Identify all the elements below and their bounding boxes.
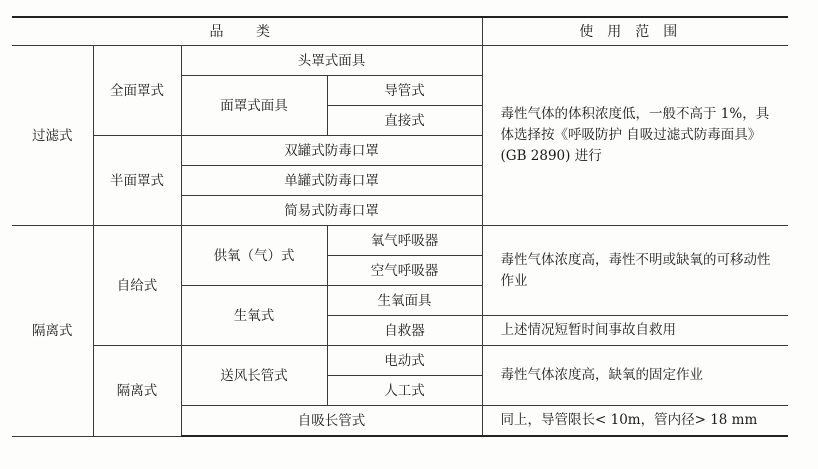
isolation-type-label: 隔离式 [12, 226, 93, 437]
hose-type-label: 隔离式 [93, 346, 181, 437]
header-usage: 使用范围 [482, 17, 788, 46]
air-supply-hose-label: 送风长管式 [181, 346, 327, 406]
half-face-label: 半面罩式 [93, 136, 181, 226]
self-rescue-usage-cell: 上述情况短暂时间事故自救用 [482, 316, 788, 346]
filter-usage-cell: 毒性气体的体积浓度低，一般不高于 1%，具体选择按《呼吸防护 自吸过滤式防毒面具》(GB 2890) 进行 [482, 46, 788, 226]
self-suction-usage-cell: 同上，导管限长< 10m，管内径> 18 mm [482, 406, 788, 437]
conduit-type-cell: 导管式 [327, 76, 482, 106]
supply-usage-cell: 毒性气体浓度高，毒性不明或缺氧的可移动性作业 [482, 226, 788, 316]
full-face-label: 全面罩式 [93, 46, 181, 136]
table-row [12, 346, 788, 376]
simple-mask-cell: 简易式防毒口罩 [181, 196, 482, 226]
double-canister-cell: 双罐式防毒口罩 [181, 136, 482, 166]
table-row [12, 46, 788, 76]
self-contained-label: 自给式 [93, 226, 181, 346]
electric-type-cell: 电动式 [327, 346, 482, 376]
oxygen-breather-cell: 氧气呼吸器 [327, 226, 482, 256]
direct-type-cell: 直接式 [327, 106, 482, 136]
oxygen-generating-label: 生氧式 [181, 286, 327, 346]
table-row [12, 226, 788, 256]
self-suction-hose-cell: 自吸长管式 [181, 406, 482, 437]
self-rescuer-cell: 自救器 [327, 316, 482, 346]
oxygen-supply-label: 供氧（气）式 [181, 226, 327, 286]
table-header-row [12, 17, 788, 46]
face-mask-label: 面罩式面具 [181, 76, 327, 136]
air-breather-cell: 空气呼吸器 [327, 256, 482, 286]
filter-type-label: 过滤式 [12, 46, 93, 226]
oxygen-generating-mask-cell: 生氧面具 [327, 286, 482, 316]
air-hose-usage-cell: 毒性气体浓度高，缺氧的固定作业 [482, 346, 788, 406]
respirator-classification-table [12, 16, 788, 437]
single-canister-cell: 单罐式防毒口罩 [181, 166, 482, 196]
header-category: 品 类 [12, 17, 482, 46]
hood-mask-cell: 头罩式面具 [181, 46, 482, 76]
manual-type-cell: 人工式 [327, 376, 482, 406]
